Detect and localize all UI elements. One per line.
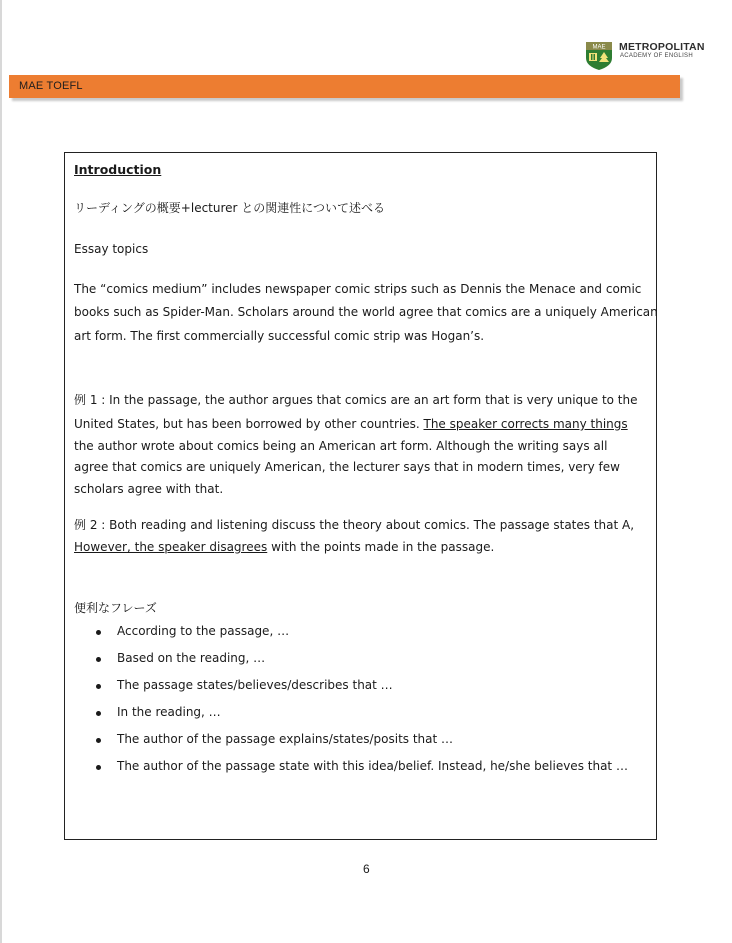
page-number: 6 — [363, 862, 370, 876]
page-edge — [0, 0, 2, 943]
list-item — [74, 674, 628, 701]
topics-label: Essay topics — [74, 242, 149, 256]
passage-line: The “comics medium” includes newspaper comic strips such as Dennis the Menace and comic — [74, 282, 642, 296]
academy-logo — [585, 41, 705, 71]
example2-underlined: However, the speaker disagrees — [74, 540, 268, 554]
example1-text: United States, but has been borrowed by other countries. — [74, 417, 424, 431]
passage-line: books such as Spider-Man. Scholars around the world agree that comics are a uniquely American — [74, 305, 658, 319]
bullet-icon — [96, 684, 101, 689]
brand-subtitle: ACADEMY OF ENGLISH — [620, 53, 693, 59]
bullet-icon — [96, 657, 101, 662]
phrase-text: The author of the passage explains/states/posits that … — [117, 732, 454, 746]
phrase-text: In the reading, … — [117, 705, 221, 719]
header-bar — [9, 75, 680, 98]
list-item — [74, 728, 628, 755]
example2-line — [74, 536, 494, 559]
example1-line: agree that comics are uniquely American, the lecturer says that in modern times, very few — [74, 460, 620, 474]
phrase-text: The passage states/believes/describes that … — [117, 678, 393, 692]
phrase-text: The author of the passage state with this idea/belief. Instead, he/she believes that … — [117, 759, 628, 773]
bullet-icon — [96, 738, 101, 743]
emblem-text: MAE — [592, 44, 606, 51]
bullet-icon — [96, 630, 101, 635]
shield-emblem-icon — [585, 41, 613, 71]
phrase-list — [74, 620, 628, 782]
example1-underlined: The speaker corrects many things — [423, 417, 628, 431]
example1-line — [74, 413, 628, 436]
bullet-icon — [96, 711, 101, 716]
list-item — [74, 755, 628, 782]
example1-line: the author wrote about comics being an American art form. Although the writing says all — [74, 439, 608, 453]
example2-line: 例 2 : Both reading and listening discuss the theory about comics. The passage states that A, — [74, 518, 635, 532]
phrase-text: According to the passage, … — [117, 624, 290, 638]
passage-line: art form. The first commercially successful comic strip was Hogan’s. — [74, 329, 485, 343]
header-title: MAE TOEFL — [19, 80, 83, 92]
overview-text: リーディングの概要+lecturer との関連性について述べる — [74, 201, 386, 215]
example1-line: 例 1 : In the passage, the author argues that comics are an art form that is very unique to the — [74, 393, 638, 407]
example2-text: with the points made in the passage. — [267, 540, 495, 554]
list-item — [74, 620, 628, 647]
content-frame — [64, 152, 657, 840]
section-heading: Introduction — [74, 162, 162, 177]
phrases-label: 便利なフレーズ — [74, 601, 157, 615]
list-item — [74, 701, 628, 728]
bullet-icon — [96, 765, 101, 770]
brand-name: METROPOLITAN — [619, 41, 705, 53]
list-item — [74, 647, 628, 674]
example1-line: scholars agree with that. — [74, 482, 224, 496]
phrase-text: Based on the reading, … — [117, 651, 266, 665]
